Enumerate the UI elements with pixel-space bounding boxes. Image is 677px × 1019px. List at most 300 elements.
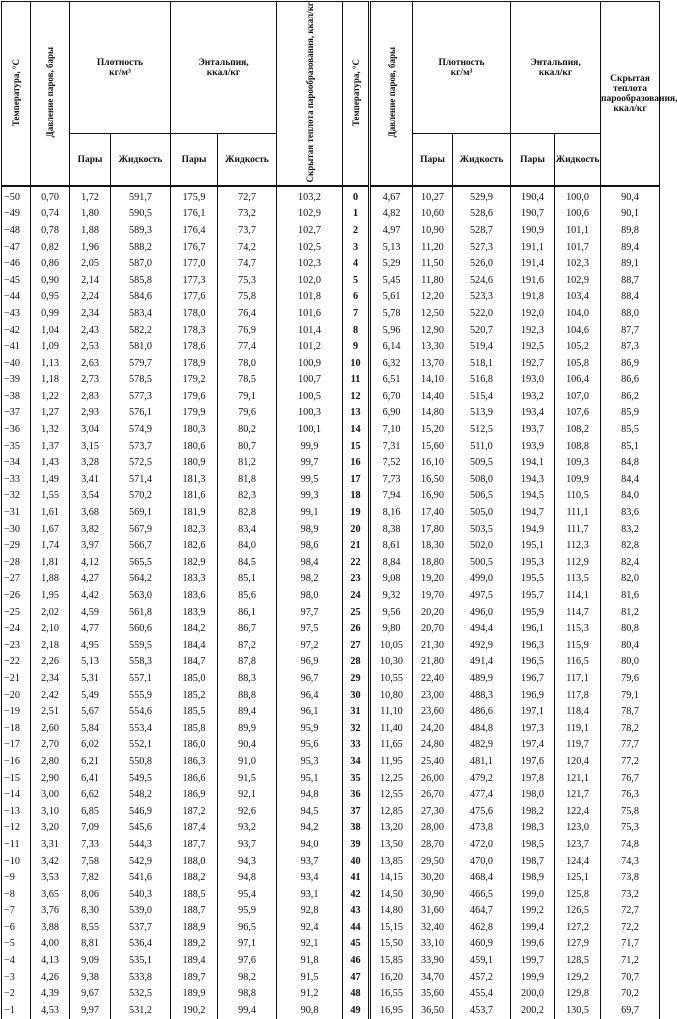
table-cell: 102,5 <box>277 239 343 256</box>
table-cell: 88,0 <box>601 306 660 323</box>
table-cell: 6,14 <box>370 339 413 356</box>
table-cell: 496,0 <box>453 604 511 621</box>
table-cell: −44 <box>2 289 31 306</box>
table-cell: 90,8 <box>277 1003 343 1019</box>
table-cell: 16,90 <box>413 488 453 505</box>
table-header <box>2 2 677 187</box>
table-cell: 10,55 <box>370 671 413 688</box>
table-cell: 2,42 <box>31 687 70 704</box>
table-row <box>2 720 660 737</box>
table-cell: 17 <box>343 472 370 489</box>
table-cell: 506,5 <box>453 488 511 505</box>
table-cell: −16 <box>2 754 31 771</box>
table-cell: 126,5 <box>555 903 601 920</box>
table-cell: 565,5 <box>111 555 171 572</box>
table-cell: 21,30 <box>413 637 453 654</box>
table-cell: 540,3 <box>111 886 171 903</box>
table-cell: 29 <box>343 671 370 688</box>
table-cell: 5,29 <box>370 256 413 273</box>
table-cell: 85,6 <box>218 588 277 605</box>
table-cell: 0,78 <box>31 223 70 240</box>
table-cell: 37 <box>343 803 370 820</box>
table-cell: 549,5 <box>111 770 171 787</box>
header-temperature-left: Температура, °С <box>2 2 31 187</box>
table-cell: 104,0 <box>555 306 601 323</box>
table-cell: −41 <box>2 339 31 356</box>
table-cell: 125,8 <box>555 886 601 903</box>
table-row <box>2 455 660 472</box>
table-cell: 1,43 <box>31 455 70 472</box>
table-cell: 198,5 <box>511 837 555 854</box>
table-cell: 546,9 <box>111 803 171 820</box>
table-cell: 93,2 <box>218 820 277 837</box>
table-cell: 1,72 <box>70 186 111 206</box>
table-cell: 98,4 <box>277 555 343 572</box>
table-cell: 4,39 <box>31 986 70 1003</box>
table-cell: 74,7 <box>218 256 277 273</box>
table-cell: 195,5 <box>511 571 555 588</box>
table-cell: 22,40 <box>413 671 453 688</box>
table-cell: 199,2 <box>511 903 555 920</box>
table-cell: −12 <box>2 820 31 837</box>
table-cell: 544,3 <box>111 837 171 854</box>
table-cell: 1,32 <box>31 422 70 439</box>
table-cell: 108,8 <box>555 438 601 455</box>
table-cell: −47 <box>2 239 31 256</box>
table-cell: 99,5 <box>277 472 343 489</box>
subheader-vapor: Пары <box>511 134 555 187</box>
table-cell: 197,6 <box>511 754 555 771</box>
header-pressure-right: Давление паров, бары <box>370 2 413 187</box>
table-cell: −30 <box>2 521 31 538</box>
table-cell: 194,9 <box>511 521 555 538</box>
table-cell: −42 <box>2 322 31 339</box>
table-cell: −3 <box>2 969 31 986</box>
table-cell: 1,88 <box>31 571 70 588</box>
table-cell: 92,8 <box>277 903 343 920</box>
table-cell: −38 <box>2 389 31 406</box>
table-cell: 3 <box>343 239 370 256</box>
table-cell: 15,50 <box>370 936 413 953</box>
table-cell: 526,0 <box>453 256 511 273</box>
table-cell: 129,2 <box>555 969 601 986</box>
table-cell: 93,7 <box>277 853 343 870</box>
table-cell: 34,70 <box>413 969 453 986</box>
table-cell: 21,80 <box>413 654 453 671</box>
table-cell: 7,58 <box>70 853 111 870</box>
table-cell: 93,7 <box>218 837 277 854</box>
table-cell: 1,95 <box>31 588 70 605</box>
table-cell: 2,34 <box>31 671 70 688</box>
table-cell: 557,1 <box>111 671 171 688</box>
table-cell: 5,61 <box>370 289 413 306</box>
table-cell: 10,90 <box>413 223 453 240</box>
header-density-right: Плотность кг/м³ <box>413 2 511 134</box>
table-cell: 3,54 <box>70 488 111 505</box>
table-cell: 12,90 <box>413 322 453 339</box>
table-cell: 122,4 <box>555 803 601 820</box>
table-cell: 0,95 <box>31 289 70 306</box>
table-row <box>2 770 660 787</box>
table-cell: −32 <box>2 488 31 505</box>
table-cell: 199,6 <box>511 936 555 953</box>
table-cell: 119,1 <box>555 720 601 737</box>
table-cell: 20,70 <box>413 621 453 638</box>
table-cell: 9,38 <box>70 969 111 986</box>
table-cell: 99,9 <box>277 438 343 455</box>
table-cell: 87,3 <box>601 339 660 356</box>
table-cell: 1,18 <box>31 372 70 389</box>
table-cell: 86,6 <box>601 372 660 389</box>
table-cell: 0,90 <box>31 272 70 289</box>
header-temperature-right: Температура, °С <box>343 2 370 187</box>
table-cell: 11,10 <box>370 704 413 721</box>
table-cell: 553,4 <box>111 720 171 737</box>
table-cell: 35 <box>343 770 370 787</box>
table-cell: 19 <box>343 505 370 522</box>
table-cell: 8,06 <box>70 886 111 903</box>
table-cell: 579,7 <box>111 355 171 372</box>
table-cell: 14,40 <box>413 389 453 406</box>
table-cell: 7 <box>343 306 370 323</box>
table-cell: 583,4 <box>111 306 171 323</box>
table-cell: 79,1 <box>218 389 277 406</box>
table-cell: 86,9 <box>601 355 660 372</box>
table-cell: 83,2 <box>601 521 660 538</box>
table-cell: 82,8 <box>601 538 660 555</box>
table-cell: 0,86 <box>31 256 70 273</box>
table-cell: 94,5 <box>277 803 343 820</box>
table-cell: 578,5 <box>111 372 171 389</box>
table-cell: 2,10 <box>31 621 70 638</box>
table-cell: 9,80 <box>370 621 413 638</box>
table-cell: 32,40 <box>413 920 453 937</box>
table-row <box>2 803 660 820</box>
table-cell: −25 <box>2 604 31 621</box>
table-cell: 100,7 <box>277 372 343 389</box>
table-cell: 2,90 <box>31 770 70 787</box>
table-cell: 573,7 <box>111 438 171 455</box>
table-cell: 26,00 <box>413 770 453 787</box>
table-cell: 114,7 <box>555 604 601 621</box>
table-cell: 10,27 <box>413 186 453 206</box>
table-cell: 4,42 <box>70 588 111 605</box>
table-cell: 571,4 <box>111 472 171 489</box>
table-cell: 537,7 <box>111 920 171 937</box>
table-cell: 40 <box>343 853 370 870</box>
table-cell: 91,5 <box>218 770 277 787</box>
table-cell: 73,2 <box>601 886 660 903</box>
table-cell: 508,0 <box>453 472 511 489</box>
table-cell: 9,56 <box>370 604 413 621</box>
table-cell: 101,8 <box>277 289 343 306</box>
table-cell: 15,85 <box>370 953 413 970</box>
table-cell: 590,5 <box>111 206 171 223</box>
header-pressure-left: Давление паров, бары <box>31 2 70 187</box>
table-cell: 77,2 <box>601 754 660 771</box>
table-cell: 569,1 <box>111 505 171 522</box>
subheader-liquid: Жидкость <box>555 134 601 187</box>
table-cell: 76,7 <box>601 770 660 787</box>
table-cell: 197,4 <box>511 737 555 754</box>
table-cell: 1,13 <box>31 355 70 372</box>
table-cell: 22 <box>343 555 370 572</box>
table-row <box>2 621 660 638</box>
table-cell: 466,5 <box>453 886 511 903</box>
table-cell: 473,8 <box>453 820 511 837</box>
table-cell: 30 <box>343 687 370 704</box>
table-cell: −48 <box>2 223 31 240</box>
table-cell: 94,3 <box>218 853 277 870</box>
table-cell: 541,6 <box>111 870 171 887</box>
table-cell: 35,60 <box>413 986 453 1003</box>
table-row <box>2 870 660 887</box>
table-cell: 102,3 <box>277 256 343 273</box>
table-cell: 6,62 <box>70 787 111 804</box>
table-cell: 195,1 <box>511 538 555 555</box>
table-cell: 470,0 <box>453 853 511 870</box>
table-cell: 178,0 <box>171 306 218 323</box>
table-cell: 591,7 <box>111 186 171 206</box>
table-cell: 1,96 <box>70 239 111 256</box>
table-cell: 101,2 <box>277 339 343 356</box>
table-cell: 98,9 <box>277 521 343 538</box>
table-cell: 6,21 <box>70 754 111 771</box>
table-cell: 545,6 <box>111 820 171 837</box>
table-cell: 85,1 <box>218 571 277 588</box>
table-cell: 4,12 <box>70 555 111 572</box>
table-cell: 120,4 <box>555 754 601 771</box>
table-cell: 184,7 <box>171 654 218 671</box>
table-cell: 552,1 <box>111 737 171 754</box>
table-cell: 3,65 <box>31 886 70 903</box>
table-cell: 104,6 <box>555 322 601 339</box>
table-cell: 83,4 <box>218 521 277 538</box>
table-cell: 198,7 <box>511 853 555 870</box>
table-cell: 28 <box>343 654 370 671</box>
table-cell: −7 <box>2 903 31 920</box>
table-cell: 2,43 <box>70 322 111 339</box>
table-cell: −2 <box>2 986 31 1003</box>
table-cell: −11 <box>2 837 31 854</box>
table-cell: 100,3 <box>277 405 343 422</box>
table-row <box>2 306 660 323</box>
table-cell: −13 <box>2 803 31 820</box>
table-cell: 8 <box>343 322 370 339</box>
table-cell: 3,15 <box>70 438 111 455</box>
table-cell: −50 <box>2 186 31 206</box>
table-cell: 72,7 <box>601 903 660 920</box>
table-cell: −14 <box>2 787 31 804</box>
table-cell: 99,4 <box>218 1003 277 1019</box>
table-cell: 23 <box>343 571 370 588</box>
table-cell: 77,4 <box>218 339 277 356</box>
table-row <box>2 936 660 953</box>
table-cell: −18 <box>2 720 31 737</box>
table-cell: 13 <box>343 405 370 422</box>
header-enthalpy-right: Энтальпия, ккал/кг <box>511 2 601 134</box>
table-cell: 97,7 <box>277 604 343 621</box>
table-cell: 42 <box>343 886 370 903</box>
table-cell: 182,3 <box>171 521 218 538</box>
table-cell: 76,3 <box>601 787 660 804</box>
table-cell: 5,67 <box>70 704 111 721</box>
table-cell: 13,70 <box>413 355 453 372</box>
table-cell: 28,00 <box>413 820 453 837</box>
table-cell: 98,6 <box>277 538 343 555</box>
table-cell: 20,20 <box>413 604 453 621</box>
table-cell: 193,4 <box>511 405 555 422</box>
table-row <box>2 206 660 223</box>
table-cell: 188,5 <box>171 886 218 903</box>
table-cell: 127,2 <box>555 920 601 937</box>
table-cell: 91,2 <box>277 986 343 1003</box>
table-cell: 3,82 <box>70 521 111 538</box>
table-cell: 8,30 <box>70 903 111 920</box>
table-cell: 182,6 <box>171 538 218 555</box>
table-cell: 6,02 <box>70 737 111 754</box>
table-row <box>2 505 660 522</box>
table-cell: 19,70 <box>413 588 453 605</box>
table-cell: 489,9 <box>453 671 511 688</box>
table-cell: 520,7 <box>453 322 511 339</box>
table-cell: 113,5 <box>555 571 601 588</box>
table-row <box>2 538 660 555</box>
table-cell: 455,4 <box>453 986 511 1003</box>
table-cell: 107,6 <box>555 405 601 422</box>
table-cell: 183,6 <box>171 588 218 605</box>
table-cell: 184,4 <box>171 637 218 654</box>
table-cell: 96,7 <box>277 671 343 688</box>
table-cell: 5,78 <box>370 306 413 323</box>
table-cell: 193,2 <box>511 389 555 406</box>
table-cell: 1,74 <box>31 538 70 555</box>
table-cell: 196,9 <box>511 687 555 704</box>
table-cell: 31,60 <box>413 903 453 920</box>
table-cell: 3,00 <box>31 787 70 804</box>
table-row <box>2 472 660 489</box>
table-cell: 176,4 <box>171 223 218 240</box>
table-cell: 94,0 <box>277 837 343 854</box>
table-cell: 99,3 <box>277 488 343 505</box>
table-cell: 194,7 <box>511 505 555 522</box>
table-cell: 13,20 <box>370 820 413 837</box>
table-cell: 24 <box>343 588 370 605</box>
table-cell: 13,30 <box>413 339 453 356</box>
table-cell: 9,08 <box>370 571 413 588</box>
table-cell: 13,85 <box>370 853 413 870</box>
table-cell: 112,3 <box>555 538 601 555</box>
table-cell: 528,6 <box>453 206 511 223</box>
table-cell: 5,13 <box>370 239 413 256</box>
table-cell: 582,2 <box>111 322 171 339</box>
table-cell: 96,9 <box>277 654 343 671</box>
table-cell: 2,02 <box>31 604 70 621</box>
table-cell: 2,53 <box>70 339 111 356</box>
table-cell: 81,8 <box>218 472 277 489</box>
table-cell: 84,4 <box>601 472 660 489</box>
table-cell: 7,73 <box>370 472 413 489</box>
table-row <box>2 654 660 671</box>
table-cell: −45 <box>2 272 31 289</box>
table-cell: 95,9 <box>218 903 277 920</box>
table-cell: 84,8 <box>601 455 660 472</box>
table-cell: 11,50 <box>413 256 453 273</box>
table-cell: 109,9 <box>555 472 601 489</box>
table-cell: 581,0 <box>111 339 171 356</box>
table-cell: 90,4 <box>218 737 277 754</box>
table-cell: 3,42 <box>31 853 70 870</box>
table-cell: 71,2 <box>601 953 660 970</box>
table-cell: 73,2 <box>218 206 277 223</box>
table-cell: 74,8 <box>601 837 660 854</box>
table-cell: 80,2 <box>218 422 277 439</box>
table-cell: 199,7 <box>511 953 555 970</box>
table-cell: 512,5 <box>453 422 511 439</box>
table-cell: 196,5 <box>511 654 555 671</box>
header-enthalpy-left: Энтальпия, ккал/кг <box>171 2 277 134</box>
table-cell: 15,60 <box>413 438 453 455</box>
table-cell: 2,34 <box>70 306 111 323</box>
table-row <box>2 837 660 854</box>
table-cell: 3,53 <box>31 870 70 887</box>
table-cell: 576,1 <box>111 405 171 422</box>
table-cell: 92,1 <box>277 936 343 953</box>
table-cell: 6,41 <box>70 770 111 787</box>
table-cell: −49 <box>2 206 31 223</box>
table-cell: −39 <box>2 372 31 389</box>
table-cell: 574,9 <box>111 422 171 439</box>
table-cell: 16,50 <box>413 472 453 489</box>
table-cell: 12,55 <box>370 787 413 804</box>
table-row <box>2 256 660 273</box>
table-cell: 45 <box>343 936 370 953</box>
table-cell: 80,4 <box>601 637 660 654</box>
table-cell: 197,1 <box>511 704 555 721</box>
table-cell: 129,8 <box>555 986 601 1003</box>
table-cell: 6,90 <box>370 405 413 422</box>
table-cell: 459,1 <box>453 953 511 970</box>
table-cell: 561,8 <box>111 604 171 621</box>
table-cell: 479,2 <box>453 770 511 787</box>
table-cell: 482,9 <box>453 737 511 754</box>
table-cell: 78,0 <box>218 355 277 372</box>
table-row <box>2 488 660 505</box>
table-cell: 117,8 <box>555 687 601 704</box>
table-cell: 2,80 <box>31 754 70 771</box>
table-cell: 4,77 <box>70 621 111 638</box>
table-cell: 110,5 <box>555 488 601 505</box>
table-cell: 72,7 <box>218 186 277 206</box>
table-cell: 33 <box>343 737 370 754</box>
table-cell: 180,9 <box>171 455 218 472</box>
table-cell: 178,3 <box>171 322 218 339</box>
table-row <box>2 604 660 621</box>
table-cell: 75,3 <box>218 272 277 289</box>
table-cell: −33 <box>2 472 31 489</box>
table-cell: 16,55 <box>370 986 413 1003</box>
table-cell: 1,80 <box>70 206 111 223</box>
table-cell: 10 <box>343 355 370 372</box>
table-cell: 81,2 <box>601 604 660 621</box>
table-cell: 500,5 <box>453 555 511 572</box>
table-cell: 200,0 <box>511 986 555 1003</box>
table-cell: 94,2 <box>277 820 343 837</box>
table-cell: 70,2 <box>601 986 660 1003</box>
table-cell: 191,8 <box>511 289 555 306</box>
subheader-liquid: Жидкость <box>218 134 277 187</box>
table-cell: 116,5 <box>555 654 601 671</box>
